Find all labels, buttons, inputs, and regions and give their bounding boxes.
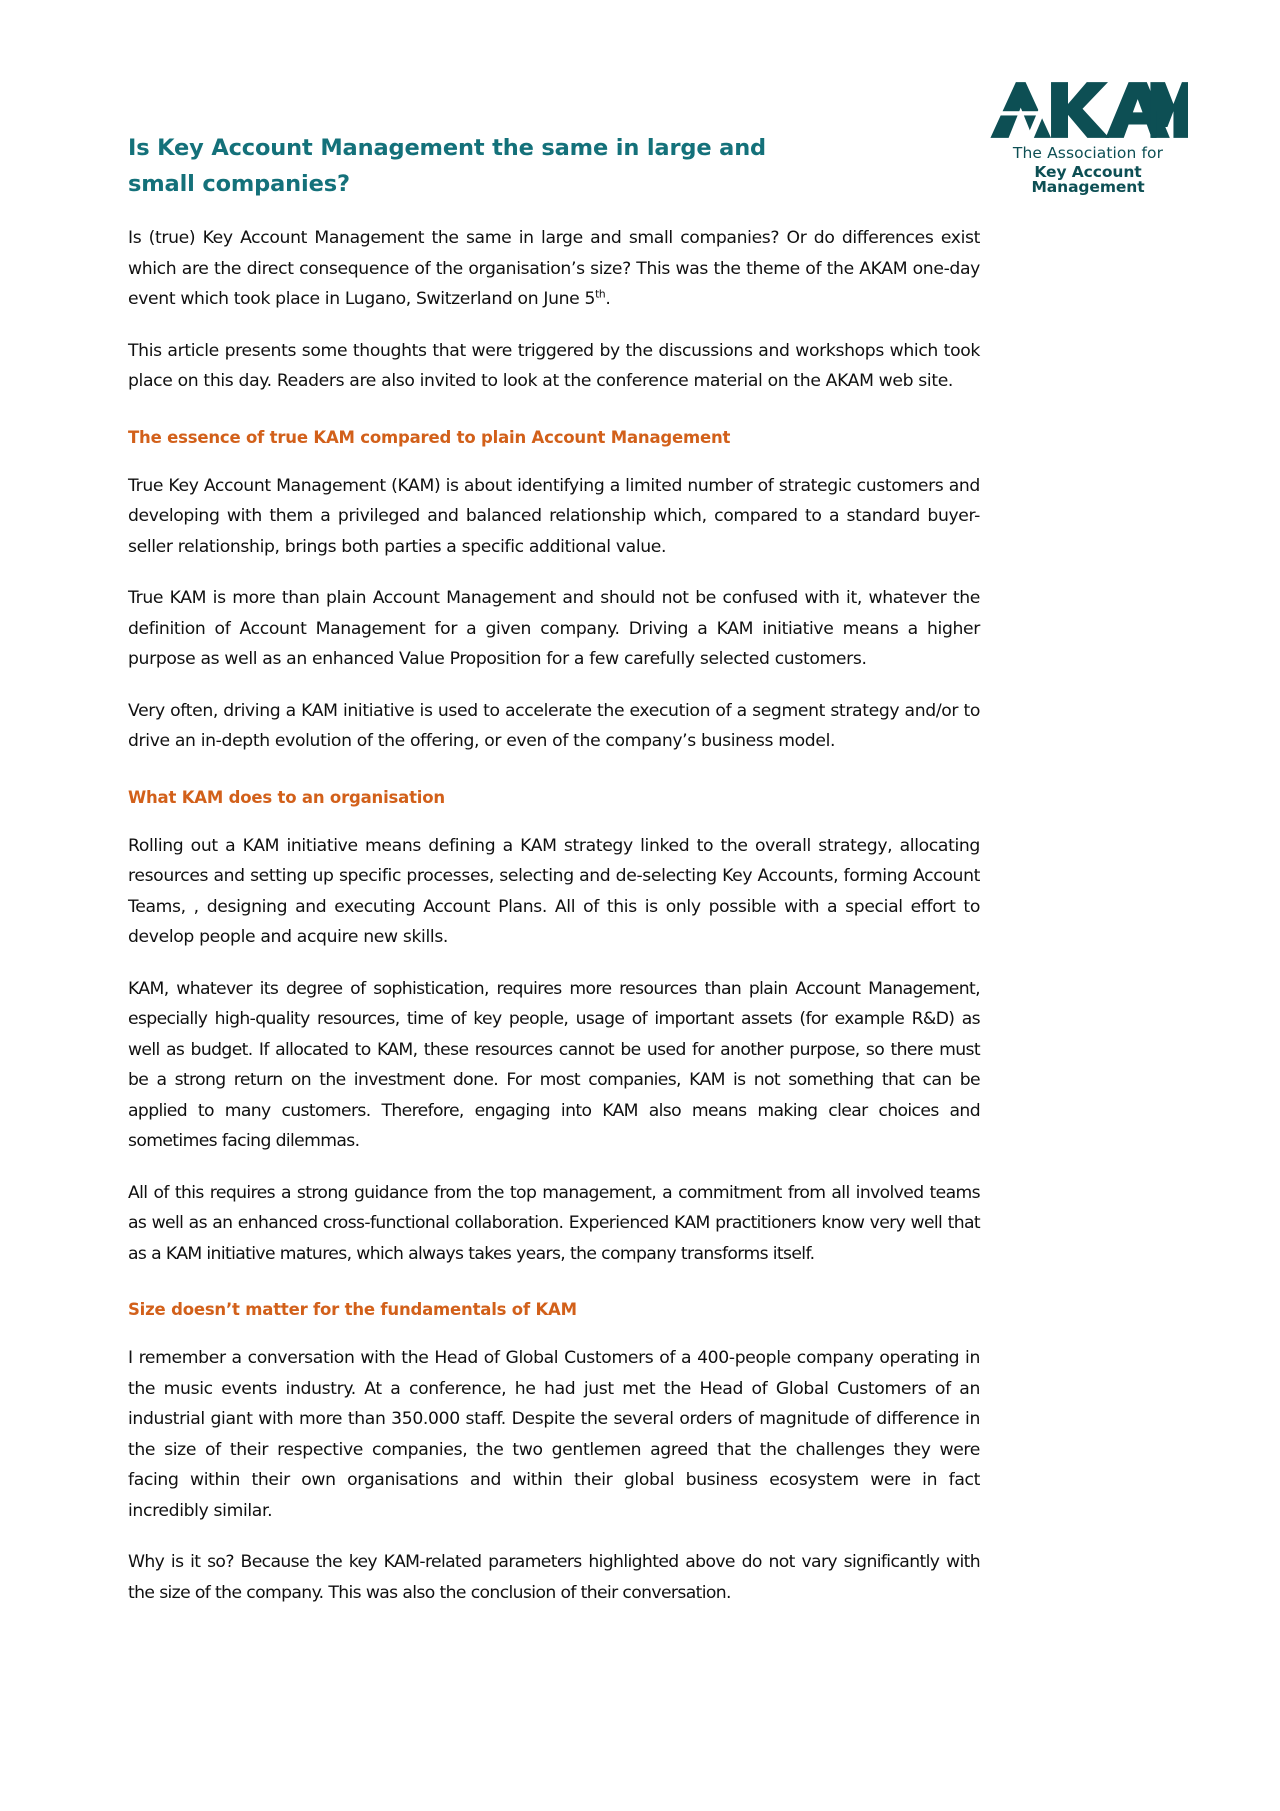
- section-heading-what-kam-does: What KAM does to an organisation: [128, 787, 445, 807]
- ordinal-tail: .: [605, 289, 611, 309]
- section-heading-size-doesnt-matter: Size doesn’t matter for the fundamentals of KAM: [128, 1300, 577, 1319]
- section-heading-essence-of-true-kam: The essence of true KAM compared to plain Account Management: [128, 427, 731, 447]
- section-1-paragraph-3: Very often, driving a KAM initiative is used to accelerate the execution of a segment strategy and/or to drive an in-depth evolution of the offering, or even of the company’s business model.: [128, 700, 980, 751]
- ordinal-suffix: th: [595, 287, 606, 301]
- section-1-paragraph-1: True Key Account Management (KAM) is about identifying a limited number of strategic customers and developing with them a privileged and balanced relationship which, compared to a standard buyer-seller relationship, brings both parties a specific additional value.: [128, 475, 980, 557]
- intro-paragraph-1-text: Is (true) Key Account Management the same in large and small companies? Or do differences exist which are the direct consequence of the organisation’s size? This was the theme of the AKAM one-day event which took place in Lugano, Switzerland on June 5: [128, 228, 980, 309]
- akam-logo-mark-icon: [988, 78, 1188, 142]
- logo-tagline-line-2: Key Account Management: [1031, 162, 1145, 196]
- section-2-paragraph-1: Rolling out a KAM initiative means defining a KAM strategy linked to the overall strategy, allocating resources and setting up specific processes, selecting and de-selecting Key Accounts, forming Account Teams, , designing and executing Account Plans. All of this is only possible with a special effort to develop people and acquire new skills.: [128, 835, 980, 947]
- section-2-paragraph-2: KAM, whatever its degree of sophistication, requires more resources than plain Account Management, especially high-quality resources, time of key people, usage of important assets (for example R&D) as well as budget. If allocated to KAM, these resources cannot be used for another purpose, so there must be a strong return on the investment done. For most companies, KAM is not something that can be applied to many customers. Therefore, engaging into KAM also means making clear choices and sometimes facing dilemmas.: [128, 978, 980, 1151]
- document-body: [128, 130, 980, 1608]
- section-3-paragraph-1: I remember a conversation with the Head of Global Customers of a 400-people company operating in the music events industry. At a conference, he had just met the Head of Global Customers of an industrial giant with more than 350.000 staff. Despite the several orders of magnitude of difference in the size of their respective companies, the two gentlemen agreed that the challenges they were facing within their own organisations and within their global business ecosystem were in fact incredibly similar.: [128, 1348, 980, 1521]
- section-2-paragraph-3: All of this requires a strong guidance from the top management, a commitment from all involved teams as well as an enhanced cross-functional collaboration. Experienced KAM practitioners know very well that as a KAM initiative matures, which always takes years, the company transforms itself.: [128, 1182, 980, 1264]
- intro-paragraph-2: This article presents some thoughts that were triggered by the discussions and workshops which took place on this day. Readers are also invited to look at the conference material on the AKAM web site.: [128, 340, 980, 391]
- intro-paragraph-1: [128, 223, 980, 315]
- akam-logo: [988, 78, 1188, 196]
- section-3-paragraph-2: Why is it so? Because the key KAM-related parameters highlighted above do not vary significantly with the size of the company. This was also the conclusion of their conversation.: [128, 1552, 980, 1603]
- logo-tagline-line-1: The Association for: [1012, 144, 1164, 162]
- section-1-paragraph-2: True KAM is more than plain Account Management and should not be confused with it, whatever the definition of Account Management for a given company. Driving a KAM initiative means a higher purpose as well as an enhanced Value Proposition for a few carefully selected customers.: [128, 588, 980, 669]
- page-title: Is Key Account Management the same in large and small companies?: [128, 135, 767, 197]
